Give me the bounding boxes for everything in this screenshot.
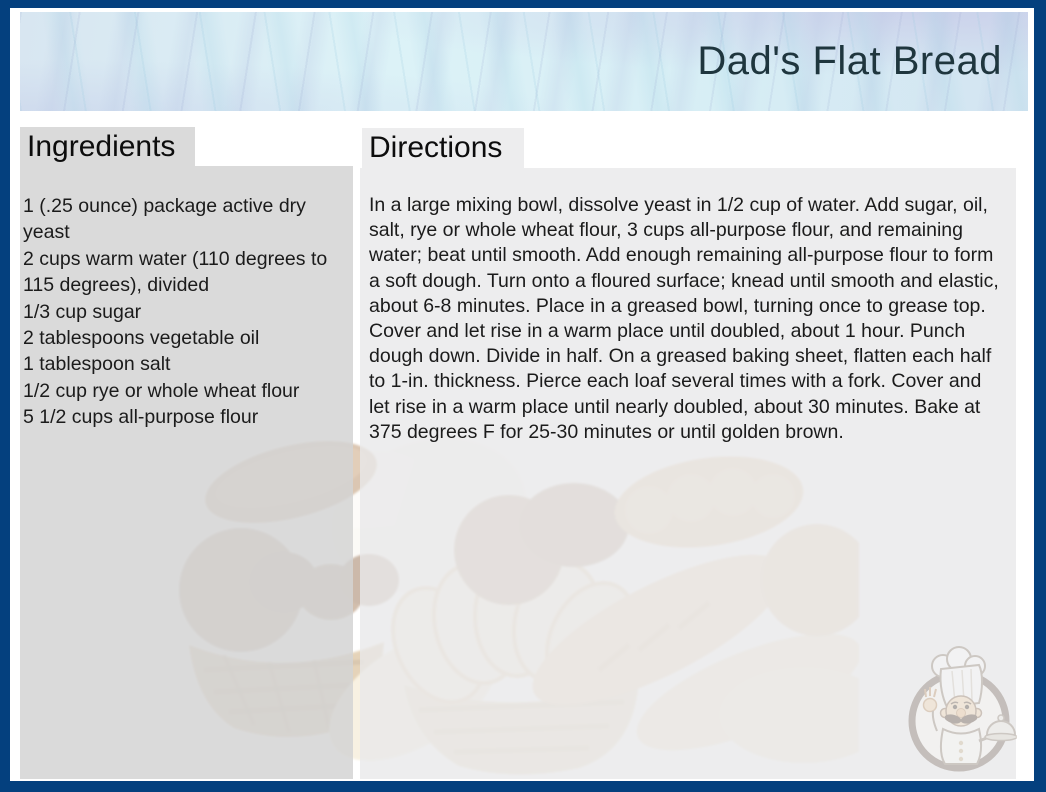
recipe-page [10, 8, 1034, 781]
ingredients-heading: Ingredients [27, 129, 176, 163]
directions-heading: Directions [369, 131, 503, 164]
directions-panel [360, 168, 1016, 779]
ingredients-heading-tab [20, 127, 195, 166]
ingredients-list [23, 193, 345, 431]
ingredient-item: 1 (.25 ounce) package active dry yeast [23, 195, 306, 244]
title-banner [20, 12, 1028, 111]
ingredient-item: 1/2 cup rye or whole wheat flour [23, 379, 300, 402]
directions-text: In a large mixing bowl, dissolve yeast in 1/2 cup of water. Add sugar, oil, salt, rye or whole wheat flour, 3 cups all-purpose flour, and remaining water; beat until smooth. Add enough remaining all-purpose flour to form a soft dough. Turn onto a floured surface; knead until smooth and elastic, about 6-8 minutes. Place in a greased bowl, turning once to grease top. Cover and let rise in a warm place until doubled, about 1 hour. Punch dough down. Divide in half. On a greased baking sheet, flatten each half to 1-in. thickness. Pierce each loaf several times with a fork. Cover and let rise in a warm place until nearly doubled, about 30 minutes. Bake at 375 degrees F for 25-30 minutes or until golden brown. [369, 194, 999, 443]
ingredient-item: 2 cups warm water (110 degrees to 115 degrees), divided [23, 247, 328, 297]
recipe-title: Dad's Flat Bread [697, 39, 1002, 83]
ingredient-item: 5 1/2 cups all-purpose flour [23, 406, 259, 429]
directions-heading-tab [362, 128, 524, 168]
ingredients-panel [20, 166, 353, 779]
ingredient-item: 1/3 cup sugar [23, 300, 142, 323]
ingredient-item: 1 tablespoon salt [23, 353, 171, 376]
ingredient-item: 2 tablespoons vegetable oil [23, 327, 260, 350]
